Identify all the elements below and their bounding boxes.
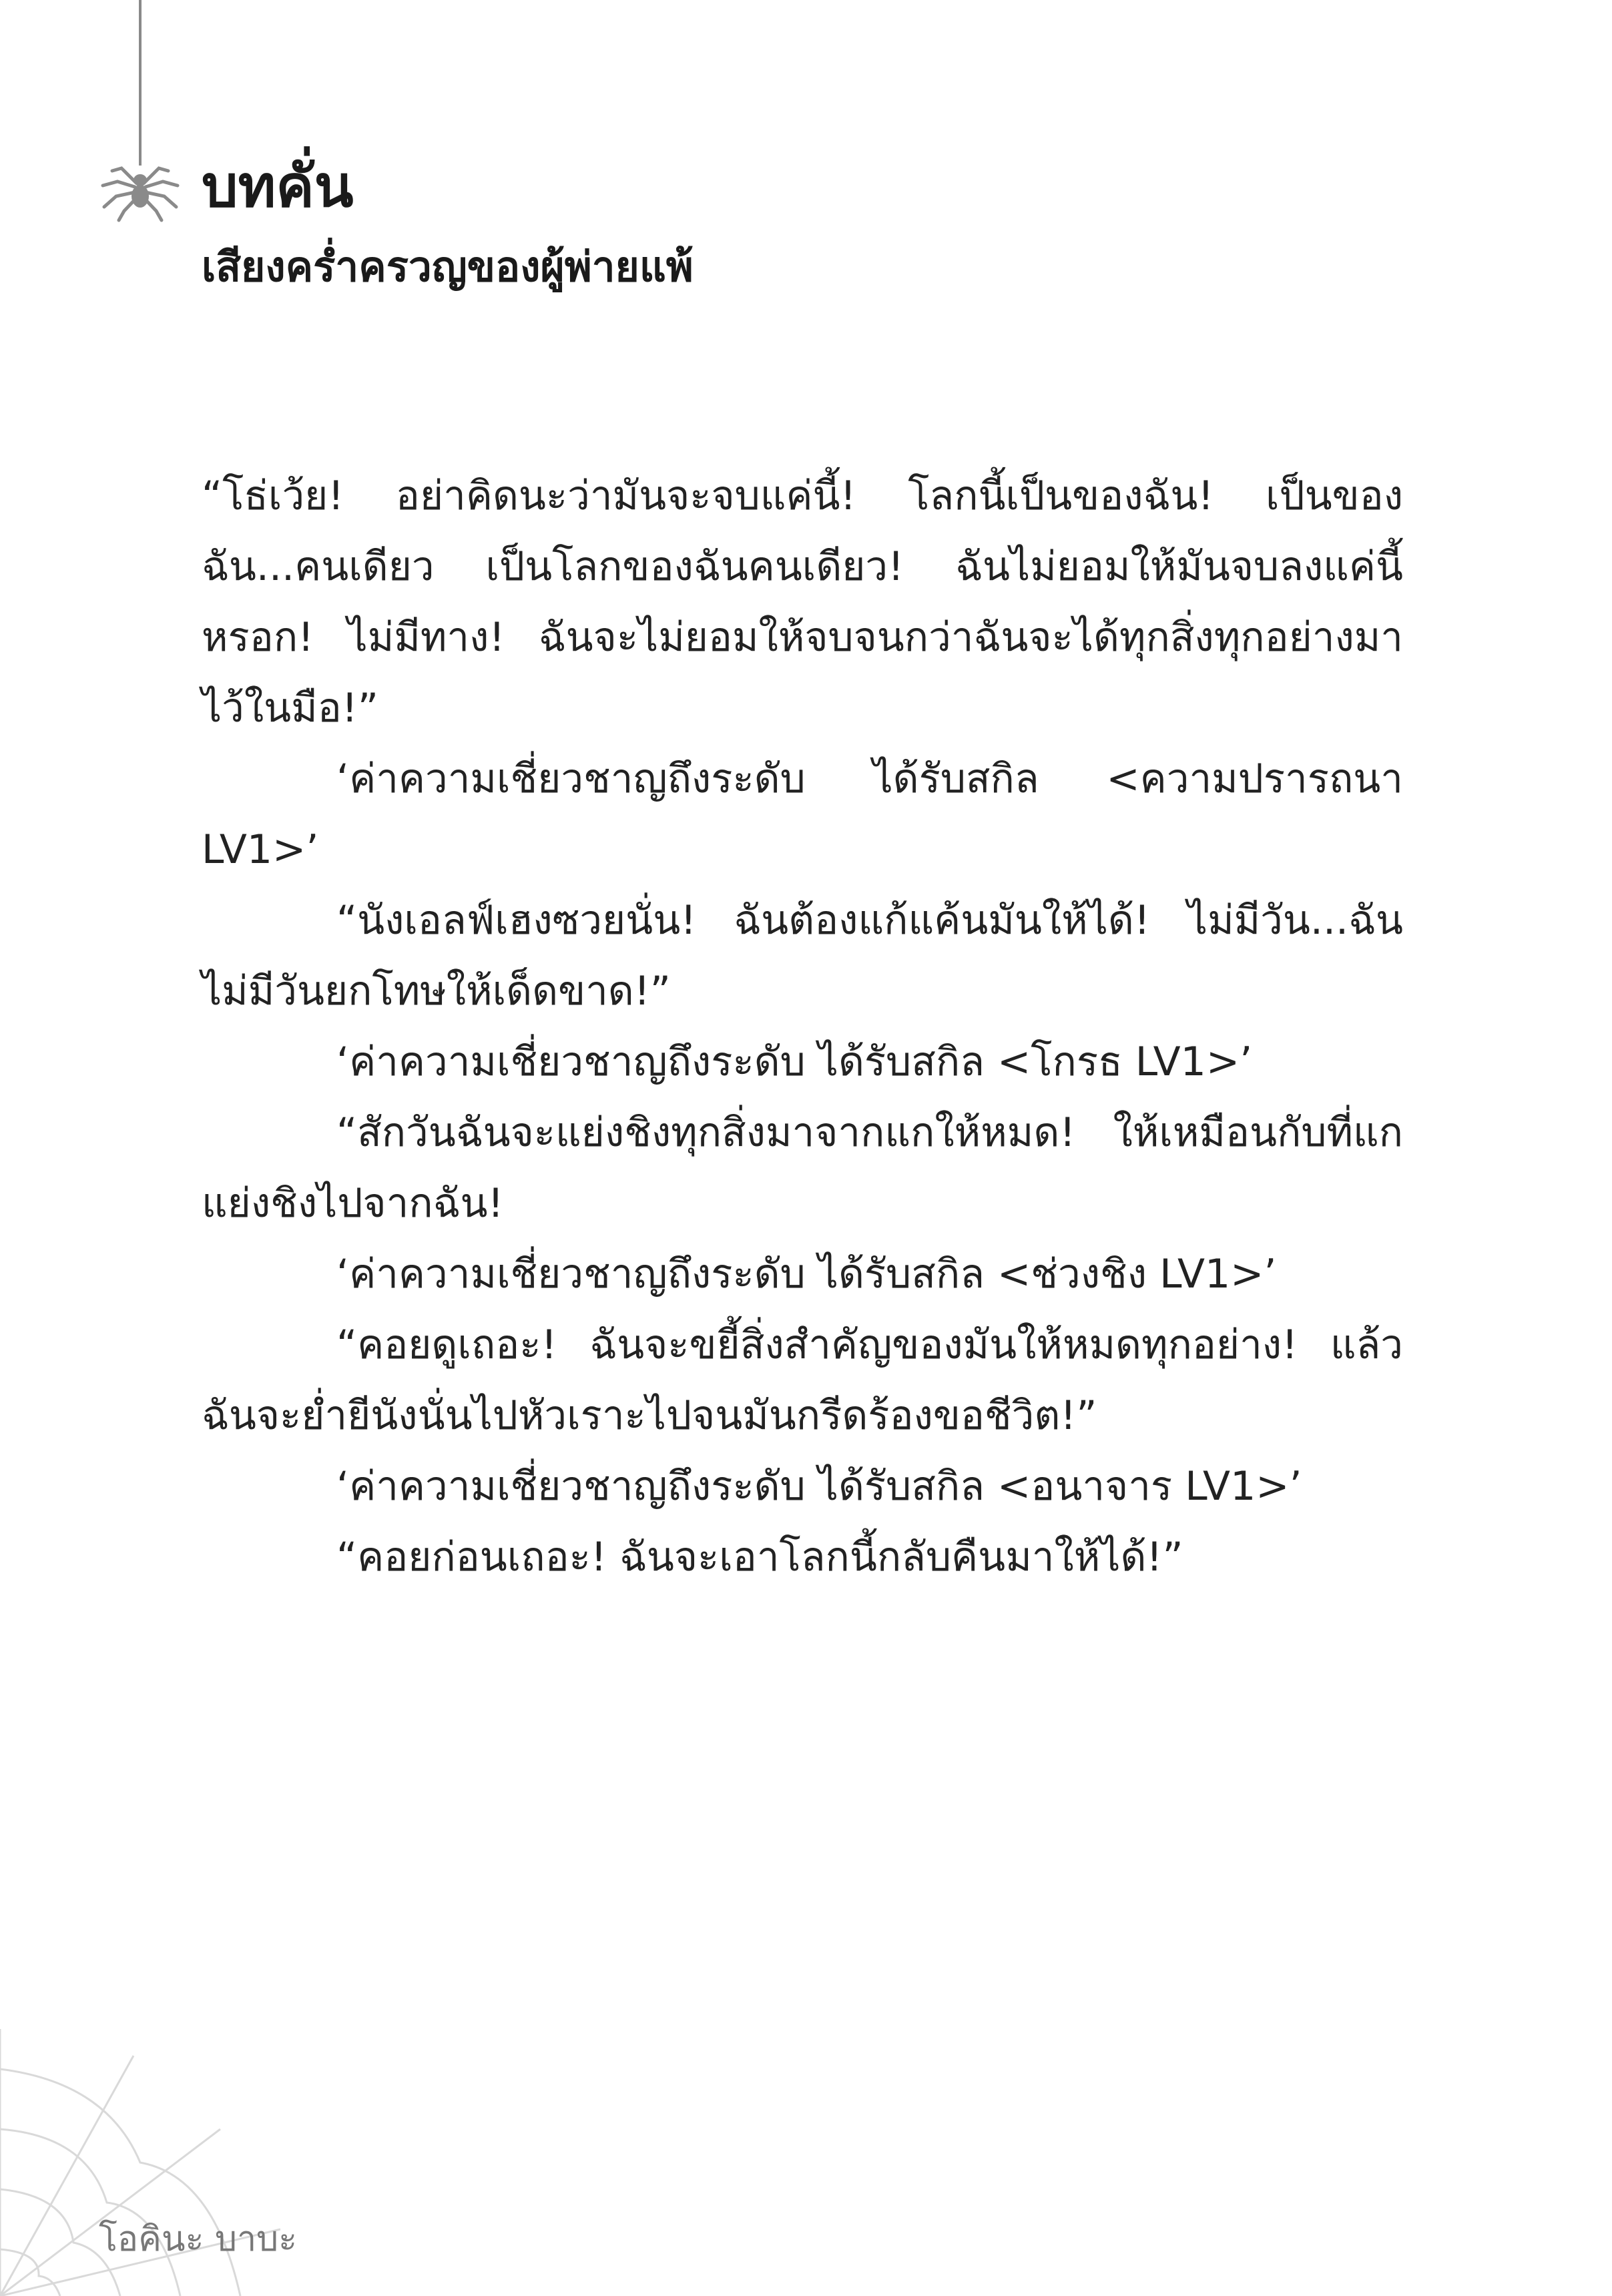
paragraph: “โธ่เว้ย! อย่าคิดนะว่ามันจะจบแค่นี้! โลกนี้เป็นของฉัน! เป็นของฉัน...คนเดียว เป็นโลกของฉันคนเดียว! ฉันไม่ยอมให้มันจบลงแค่นี้หรอก! ไม่มีทาง! ฉันจะไม่ยอมให้จบจนกว่าฉันจะได้ทุกสิ่งทุกอย่างมาไว้ในมือ!” <box>202 473 1403 732</box>
paragraph: “สักวันฉันจะแย่งชิงทุกสิ่งมาจากแกให้หมด! ให้เหมือนกับที่แกแย่งชิงไปจากฉัน! <box>202 1109 1403 1227</box>
footer-author: โอคินะ บาบะ <box>99 2219 298 2259</box>
paragraph: “คอยก่อนเถอะ! ฉันจะเอาโลกนี้กลับคืนมาให้ได้!” <box>336 1534 1183 1581</box>
chapter-subtitle: เสียงคร่ำครวญของผู้พ่ายแพ้ <box>202 242 694 291</box>
paragraph: “คอยดูเถอะ! ฉันจะขยี้สิ่งสำคัญของมันให้หมดทุกอย่าง! แล้วฉันจะย่ำยีนังนั่นไปหัวเราะไปจนมันกรีดร้องขอชีวิต!” <box>202 1322 1403 1439</box>
body-text <box>202 461 1403 1593</box>
paragraph: ‘ค่าความเชี่ยวชาญถึงระดับ ได้รับสกิล <โกรธ LV1>’ <box>336 1039 1253 1085</box>
paragraph: ‘ค่าความเชี่ยวชาญถึงระดับ ได้รับสกิล <ความปรารถนา LV1>’ <box>202 756 1403 873</box>
paragraph: ‘ค่าความเชี่ยวชาญถึงระดับ ได้รับสกิล <อนาจาร LV1>’ <box>336 1463 1302 1510</box>
chapter-title: บทคั่น <box>202 154 354 220</box>
paragraph: ‘ค่าความเชี่ยวชาญถึงระดับ ได้รับสกิล <ช่วงชิง LV1>’ <box>336 1251 1277 1298</box>
spider-thread <box>139 0 142 166</box>
spider-icon <box>99 151 182 223</box>
paragraph: “นังเอลฟ์เฮงซวยนั่น! ฉันต้องแก้แค้นมันให้ได้! ไม่มีวัน...ฉันไม่มีวันยกโทษให้เด็ดขาด!” <box>202 897 1403 1015</box>
